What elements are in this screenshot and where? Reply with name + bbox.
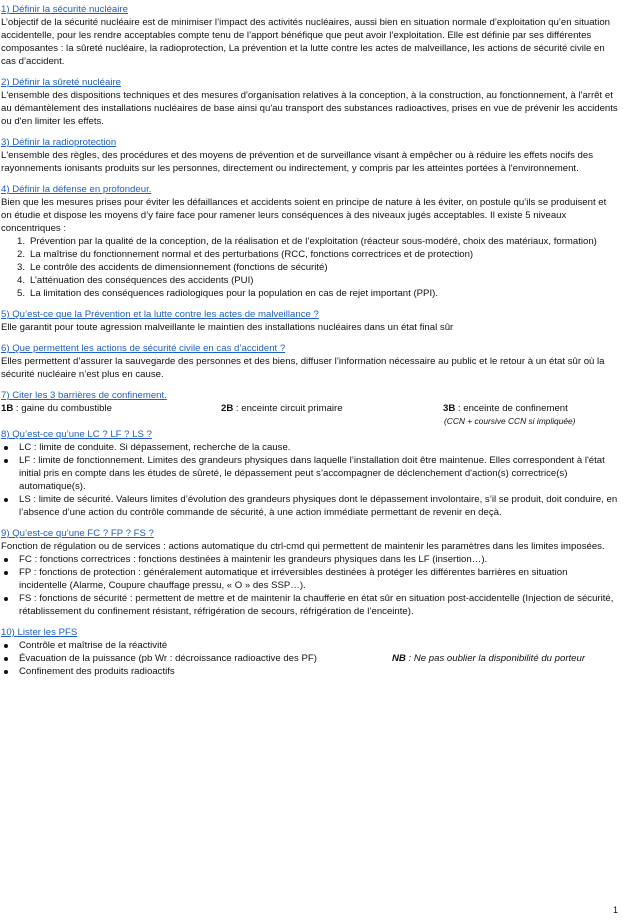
section-9-text: Fonction de régulation ou de services : actions automatique du ctrl-cmd qui permettent de maintenir les paramètres dans les limites imposées. — [1, 541, 605, 552]
section-5-text: Elle garantit pour toute agression malveillante le maintien des installations nucléaires dans un état final sûr — [1, 322, 454, 333]
pfs-list — [0, 639, 618, 678]
section-3-text: L'ensemble des règles, des procédures et des moyens de prévention et de surveillance visant à empêcher ou à réduire les effets nocifs des rayonnements ionisants produits sur les personnes, directement ou indirectement, y compris par les atteintes portées à l'environnement. — [1, 150, 594, 174]
section-4-text: Bien que les mesures prises pour éviter les défaillances et accidents soient en principe de nature à les éviter, on postule qu’ils se produisent et on étudie et dispose les moyens d’y faire face pour ramener leurs conséquences à des niveaux jugés acceptables. Il existe 5 niveaux concentriques : — [1, 197, 607, 234]
functions-list — [0, 553, 618, 618]
list-item: LS : limite de sécurité. Valeurs limites d’évolution des grandeurs physiques dont le dépassement involontaire, s’il se produit, doit conduire, en l’absence d’une action du contrôle commande de sécurité, à une action immédiate permettant de revenir en deçà. — [0, 493, 618, 519]
list-item: Confinement des produits radioactifs — [0, 665, 618, 678]
section-4-title: 4) Définir la défense en profondeur. — [1, 184, 152, 195]
list-item: Contrôle et maîtrise de la réactivité — [0, 639, 618, 652]
list-item: LC : limite de conduite. Si dépassement, recherche de la cause. — [0, 441, 618, 454]
list-item: 3. Le contrôle des accidents de dimensionnement (fonctions de sécurité) — [17, 262, 328, 273]
section-7-title: 7) Citer les 3 barrières de confinement. — [1, 390, 167, 401]
section-1-text: L’objectif de la sécurité nucléaire est de minimiser l’impact des activités nucléaires, aussi bien en situation normale d’exploitation qu’en situation accidentelle, pour les rendre acceptables compte tenu de l’apport bénéfique que peut avoir l’exploitation. Elle est définie par ses différentes composantes : la sûreté nucléaire, la radioprotection, La prévention et la lutte contre les actes de malveillance, les actions de sécurité civile en cas d’accident. — [1, 17, 610, 67]
defense-levels-list — [0, 235, 618, 300]
barriers-row — [0, 402, 618, 415]
section-2-text: L'ensemble des dispositions techniques et des mesures d'organisation relatives à la conception, à la construction, au fonctionnement, à l'arrêt et au démantèlement des installations nucléaires de base ainsi qu'au transport des substances radioactives, prises en vue de prévenir les accidents ou d'en limiter les effets. — [1, 90, 618, 127]
list-item: LF : limite de fonctionnement. Limites des grandeurs physiques dans laquelle l’installation doit être maintenue. Elles correspondent à l'état initial pris en compte dans les études de sûreté, le dépassement peut s’accompagner de déclenchement d'action(s) correctrice(s) automatique(s). — [0, 454, 618, 493]
list-item: Évacuation de la puissance (pb Wr : décroissance radioactive des PF) NB : Ne pas oublier la disponibilité du porteur — [0, 652, 618, 665]
barrier-1: 1B : gaine du combustible — [1, 403, 112, 414]
list-item: FS : fonctions de sécurité : permettent de mettre et de maintenir la chaufferie en état sûr en situation post-accidentelle (Injection de sécurité, rétablissement du confinement résistant, réfrigération de secours, réfrigération de l’enceinte). — [0, 592, 618, 618]
barrier-2: 2B : enceinte circuit primaire — [221, 403, 343, 414]
page-number: 1 — [612, 905, 618, 915]
section-9-title: 9) Qu’est-ce qu’une FC ? FP ? FS ? — [1, 528, 154, 539]
barrier-3: 3B : enceinte de confinement — [443, 403, 568, 414]
section-2-title: 2) Définir la sûreté nucléaire — [1, 77, 121, 88]
list-item: 5. La limitation des conséquences radiologiques pour la population en cas de rejet important (PPI). — [17, 288, 438, 299]
section-6-text: Elles permettent d’assurer la sauvegarde des personnes et des biens, diffuser l’information nécessaire au public et le retour à un état sûr où la sécurité nucléaire n’est plus en cause. — [1, 356, 605, 380]
section-1-title: 1) Définir la sécurité nucléaire — [1, 4, 128, 15]
list-item: 1. Prévention par la qualité de la conception, de la réalisation et de l’exploitation (réacteur sous-modéré, choix des matériaux, formation) — [17, 236, 597, 247]
list-item: 2. La maîtrise du fonctionnement normal et des perturbations (RCC, fonctions correctrices et de protection) — [17, 249, 474, 260]
list-item: FC : fonctions correctrices : fonctions destinées à maintenir les grandeurs physiques dans les LF (insertion…). — [0, 553, 618, 566]
section-6-title: 6) Que permettent les actions de sécurité civile en cas d’accident ? — [1, 343, 286, 354]
list-item: FP : fonctions de protection : généralement automatique et irréversibles destinées à protéger les différentes barrières en situation incidentelle (Alarme, Coupure chauffage pressu, « O » des SSP…). — [0, 566, 618, 592]
section-3-title: 3) Définir la radioprotection — [1, 137, 117, 148]
list-item: 4. L’atténuation des conséquences des accidents (PUI) — [17, 275, 254, 286]
barrier-3-note: (CCN + coursive CCN si impliquée) — [444, 416, 576, 426]
limits-list — [0, 441, 618, 519]
document-content — [0, 3, 618, 678]
section-10-title: 10) Lister les PFS — [1, 627, 78, 638]
section-5-title: 5) Qu’est-ce que la Prévention et la lutte contre les actes de malveillance ? — [1, 309, 319, 320]
barrier-3-note-row — [0, 415, 618, 428]
section-8-title: 8) Qu’est-ce qu’une LC ? LF ? LS ? — [1, 429, 152, 440]
nb-note: NB : Ne pas oublier la disponibilité du porteur — [392, 653, 586, 664]
